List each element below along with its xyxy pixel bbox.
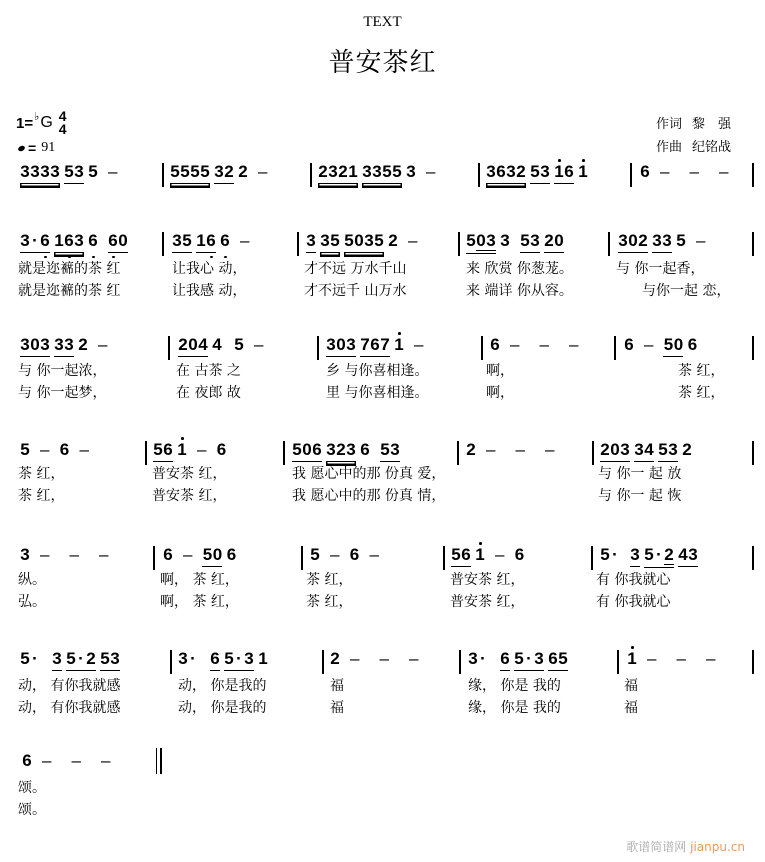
- barline: [481, 336, 483, 360]
- watermark-site-name: 歌谱简谱网: [626, 840, 687, 854]
- lyric-verse-2: 就是迩褯的茶 红: [18, 283, 121, 299]
- lyric-verse-1: 让我心 动，: [172, 261, 247, 277]
- barline: [153, 546, 155, 570]
- lyric-verse-2: 福: [624, 700, 638, 716]
- barline: [752, 232, 754, 256]
- barline: [168, 336, 170, 360]
- lyric-verse-2: 我 愿心中的那 份真 情，: [292, 488, 446, 504]
- composer-name: 纪铭战: [692, 140, 732, 155]
- barline: [630, 163, 632, 187]
- lyric-verse-1: 纵。: [18, 572, 46, 588]
- lyric-verse-2: 来 端详 你从容。: [466, 283, 573, 299]
- lyric-verse-2: 茶 红，: [678, 385, 725, 401]
- lyric-verse-1: 与 你一起浓，: [18, 363, 107, 379]
- watermark-domain: jianpu.cn: [690, 840, 745, 854]
- lyric-verse-1: 茶 红，: [678, 363, 725, 379]
- lyric-verse-2: 缘， 你是 我的: [468, 700, 561, 716]
- lyric-verse-1: 动， 你是我的: [178, 678, 267, 694]
- time-sig-bottom: 4: [58, 121, 67, 137]
- barline: [459, 650, 461, 674]
- lyric-verse-2: 动， 有你我就感: [18, 700, 121, 716]
- score-line-3: 3 0 3 3 3 2 – 与 你一起浓， 与 你一起梦， 2 0 4 4 5 – 在 古茶 之 在 夜郎 故 3 0 3 7 6 7 1 – 乡 与你喜相逢。 里 与你喜相逢。 6 – – – 啊， 啊， 6 – 5 0 6 茶 红， 茶 红，: [0, 336, 765, 406]
- flat-icon: ♭: [34, 110, 40, 123]
- lyric-verse-1: 才不远 万水千山: [304, 261, 407, 277]
- lyric-text: 茶 红，: [18, 466, 65, 482]
- lyric-verse-1: 缘， 你是 我的: [468, 678, 561, 694]
- tempo-value: 91: [41, 140, 56, 155]
- barline: [301, 546, 303, 570]
- barline: [283, 441, 285, 465]
- final-double-barline: [156, 748, 162, 774]
- barline: [322, 650, 324, 674]
- lyric-verse-1: 与 你一起香，: [616, 261, 705, 277]
- barline: [752, 441, 754, 465]
- lyric-verse-2: 让我感 动，: [172, 283, 247, 299]
- lyric-verse-1: 来 欣赏 你葱茏。: [466, 261, 573, 277]
- lyric-verse-2: 与 你一起梦，: [18, 385, 107, 401]
- lyric-verse-2: 在 夜郎 故: [176, 385, 241, 401]
- lyric-verse-2: 里 与你喜相逢。: [326, 385, 429, 401]
- barline: [162, 232, 164, 256]
- lyric-verse-2: 颂。: [18, 802, 46, 818]
- lyric-text: 茶 红，: [18, 488, 65, 504]
- composer-credit: [656, 136, 741, 155]
- barline: [608, 232, 610, 256]
- lyric-verse-1: 普安茶 红，: [450, 572, 525, 588]
- lyric-verse-1: 在 古茶 之: [176, 363, 241, 379]
- score-line-4: 5 – 6 – 茶 红， 茶 红， 5 6 1 – 6 普安茶 红， 普安茶 红， 5 0 6 3 2 3 6 5 3 我 愿心中的那 份真 爱， 我 愿心中的那 份真 情， 2 – – – 2 0 3 3 4 5 3 2 与 你一 起 放 与 你一 起 恢: [0, 441, 765, 511]
- barline: [752, 336, 754, 360]
- score-subtitle: TEXT: [363, 14, 402, 30]
- barline: [297, 232, 299, 256]
- barline: [443, 546, 445, 570]
- barline: [162, 163, 164, 187]
- lyric-verse-2: 啊，: [486, 385, 514, 401]
- lyric-verse-1: 有 你我就心: [596, 572, 671, 588]
- tempo-marking: [18, 140, 55, 156]
- lyric-verse-1: 啊，: [486, 363, 514, 379]
- barline: [457, 441, 459, 465]
- barline: [617, 650, 619, 674]
- lyric-verse-1: 福: [624, 678, 638, 694]
- lyric-verse-2: 弘。: [18, 594, 46, 610]
- lyric-verse-2: 普安茶 红，: [450, 594, 525, 610]
- lyric-verse-2: 有 你我就心: [596, 594, 671, 610]
- lyric-verse-1: 福: [330, 678, 344, 694]
- lyric-verse-1: 动， 有你我就感: [18, 678, 121, 694]
- composer-label: 作曲: [656, 140, 683, 155]
- lyric-verse-1: 乡 与你喜相逢。: [326, 363, 429, 379]
- barline: [458, 232, 460, 256]
- lyricist-credit: [656, 113, 741, 132]
- barline: [145, 441, 147, 465]
- lyric-verse-2: 动， 你是我的: [178, 700, 267, 716]
- barline: [752, 546, 754, 570]
- watermark: [626, 838, 745, 855]
- lyric-verse-2: 与你一起 恋，: [642, 283, 731, 299]
- score-line-1: 3 3 3 3 5 3 5 – 5 5 5 5 3 2 2 – 2 3 2 1 3 3 5 5 3 – 3 6 3 2 5 3 1 6 1 6 – – –: [0, 163, 765, 193]
- lyricist-label: 作词: [656, 117, 683, 132]
- barline: [170, 650, 172, 674]
- score-line-5: 3 – – – 纵。 弘。 6 – 5 0 6 啊， 茶 红， 啊， 茶 红， 5 – 6 – 茶 红， 茶 红， 5 6 1 – 6 普安茶 红， 普安茶 红， 5 · 3 5 · 2 4 3 有 你我就心 有 你我就心: [0, 546, 765, 616]
- barline: [614, 336, 616, 360]
- key-signature: [16, 110, 67, 136]
- score-title: 普安茶红: [328, 48, 437, 78]
- lyric-verse-2: 普安茶 红，: [152, 488, 227, 504]
- barline: [478, 163, 480, 187]
- lyric-verse-2: 啊， 茶 红，: [160, 594, 239, 610]
- lyric-verse-1: 茶 红，: [306, 572, 353, 588]
- lyric-verse-1: [18, 466, 64, 482]
- lyric-verse-1: 与 你一 起 放: [598, 466, 682, 482]
- barline: [592, 441, 594, 465]
- lyricist-name: 黎 强: [692, 117, 732, 132]
- lyric-verse-1: 颂。: [18, 780, 46, 796]
- score-line-2: 3 · 6 1 6 3 6 6 0 就是迩褯的茶 红 就是迩褯的茶 红 3 5 1 6 6 – 让我心 动， 让我感 动， 3 3 5 5 0 3 5 2 – 才不远 万水千山 才不远千 山万水 5 0 3 3 5 3 2 0 来 欣赏 你葱茏。 来 端详 你从容。 3 0 2 3 3 5 – 与 你一起香， 与你一起 恋，: [0, 232, 765, 302]
- lyric-verse-1: 普安茶 红，: [152, 466, 227, 482]
- quarter-note-icon: [17, 144, 25, 151]
- lyric-verse-2: 与 你一 起 恢: [598, 488, 682, 504]
- lyric-verse-2: 福: [330, 700, 344, 716]
- lyric-verse-2: 茶 红，: [306, 594, 353, 610]
- barline: [310, 163, 312, 187]
- key-letter: G: [40, 114, 53, 131]
- barline: [752, 163, 754, 187]
- key-prefix: 1=: [16, 114, 34, 132]
- tempo-equals: =: [28, 140, 37, 156]
- lyric-verse-2: 才不远千 山万水: [304, 283, 407, 299]
- score-line-6: 5 · 3 5 · 2 5 3 动， 有你我就感 动， 有你我就感 3 · 6 5 · 3 1 动， 你是我的 动， 你是我的 2 – – – 福 福 3 · 6 5 · 3 6 5 缘， 你是 我的 缘， 你是 我的 1 – – – 福 福: [0, 650, 765, 720]
- barline: [752, 650, 754, 674]
- barline: [591, 546, 593, 570]
- time-sig-top: 4: [58, 108, 67, 124]
- lyric-verse-2: [18, 488, 64, 504]
- barline: [317, 336, 319, 360]
- lyric-verse-1: 啊， 茶 红，: [160, 572, 239, 588]
- score-line-7: 6 – – – 颂。 颂。: [0, 752, 765, 822]
- lyric-verse-1: 我 愿心中的那 份真 爱，: [292, 466, 446, 482]
- lyric-verse-1: 就是迩褯的茶 红: [18, 261, 121, 277]
- time-signature: [59, 110, 67, 136]
